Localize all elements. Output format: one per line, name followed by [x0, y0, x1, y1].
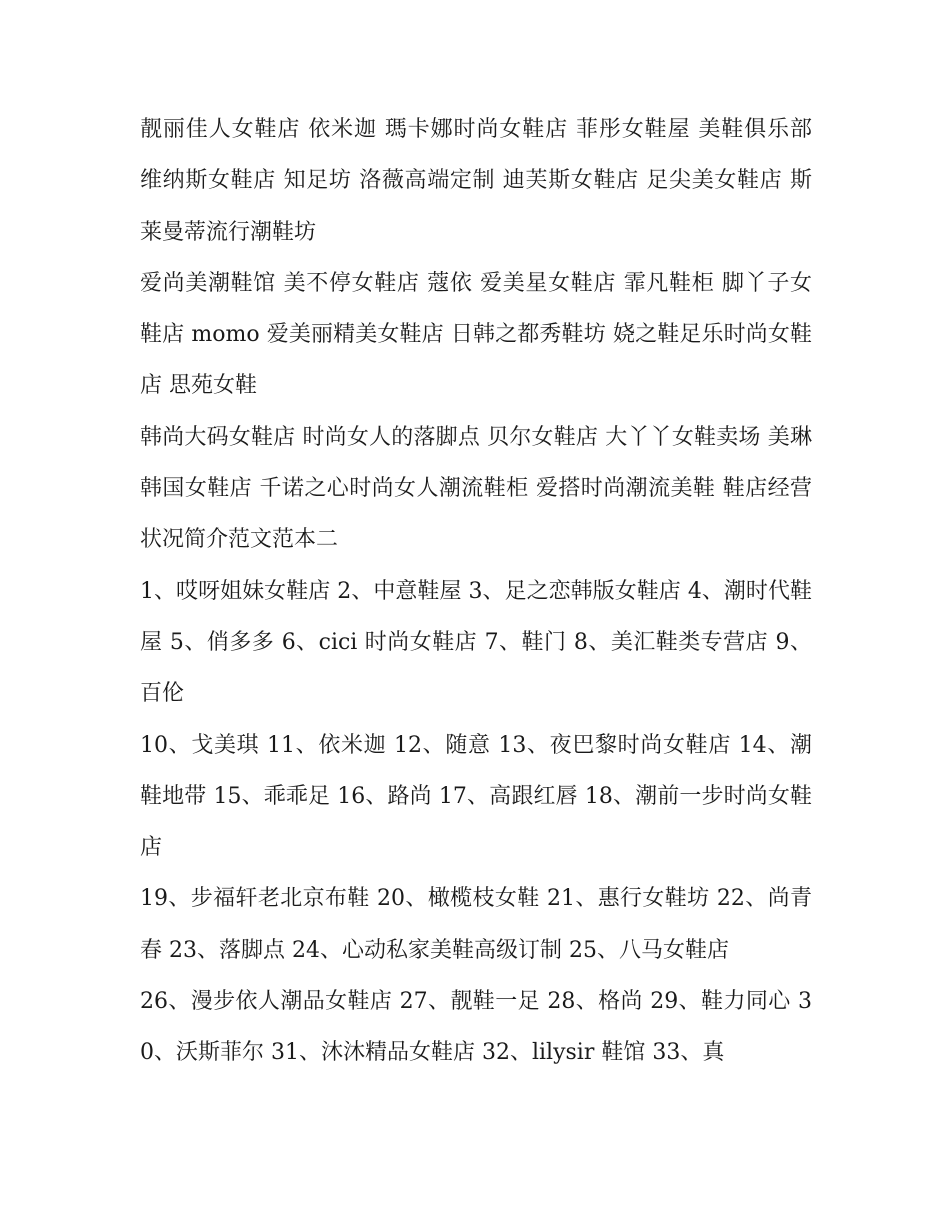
- paragraph-6: 19、步福轩老北京布鞋 20、橄榄枝女鞋 21、惠行女鞋坊 22、尚青春 23、落脚点 24、心动私家美鞋高级订制 25、八马女鞋店: [140, 886, 812, 963]
- paragraph-5: 10、戈美琪 11、依米迦 12、随意 13、夜巴黎时尚女鞋店 14、潮鞋地带 15、乖乖足 16、路尚 17、高跟红唇 18、潮前一步时尚女鞋店: [140, 732, 812, 861]
- paragraph-4: 1、哎呀姐妹女鞋店 2、中意鞋屋 3、足之恋韩版女鞋店 4、潮时代鞋屋 5、俏多多 6、cici 时尚女鞋店 7、鞋门 8、美汇鞋类专营店 9、百伦: [140, 578, 812, 707]
- paragraph-7: 26、漫步依人潮品女鞋店 27、靓鞋一足 28、格尚 29、鞋力同心 30、沃斯菲尔 31、沐沐精品女鞋店 32、lilysir 鞋馆 33、真: [140, 989, 812, 1066]
- document-body: [140, 104, 812, 1079]
- paragraph-1: 靓丽佳人女鞋店 依米迦 瑪卡娜时尚女鞋店 菲彤女鞋屋 美鞋俱乐部 维纳斯女鞋店 知足坊 洛薇高端定制 迪芙斯女鞋店 足尖美女鞋店 斯莱曼蒂流行潮鞋坊: [140, 117, 812, 245]
- paragraph-2: 爱尚美潮鞋馆 美不停女鞋店 蔻依 爱美星女鞋店 霏凡鞋柜 脚丫子女鞋店 momo 爱美丽精美女鞋店 日韩之都秀鞋坊 娆之鞋足乐时尚女鞋店 思苑女鞋: [140, 270, 812, 399]
- paragraph-3: 韩尚大码女鞋店 时尚女人的落脚点 贝尔女鞋店 大丫丫女鞋卖场 美琳韩国女鞋店 千诺之心时尚女人潮流鞋柜 爱搭时尚潮流美鞋 鞋店经营状况简介范文范本二: [140, 424, 812, 553]
